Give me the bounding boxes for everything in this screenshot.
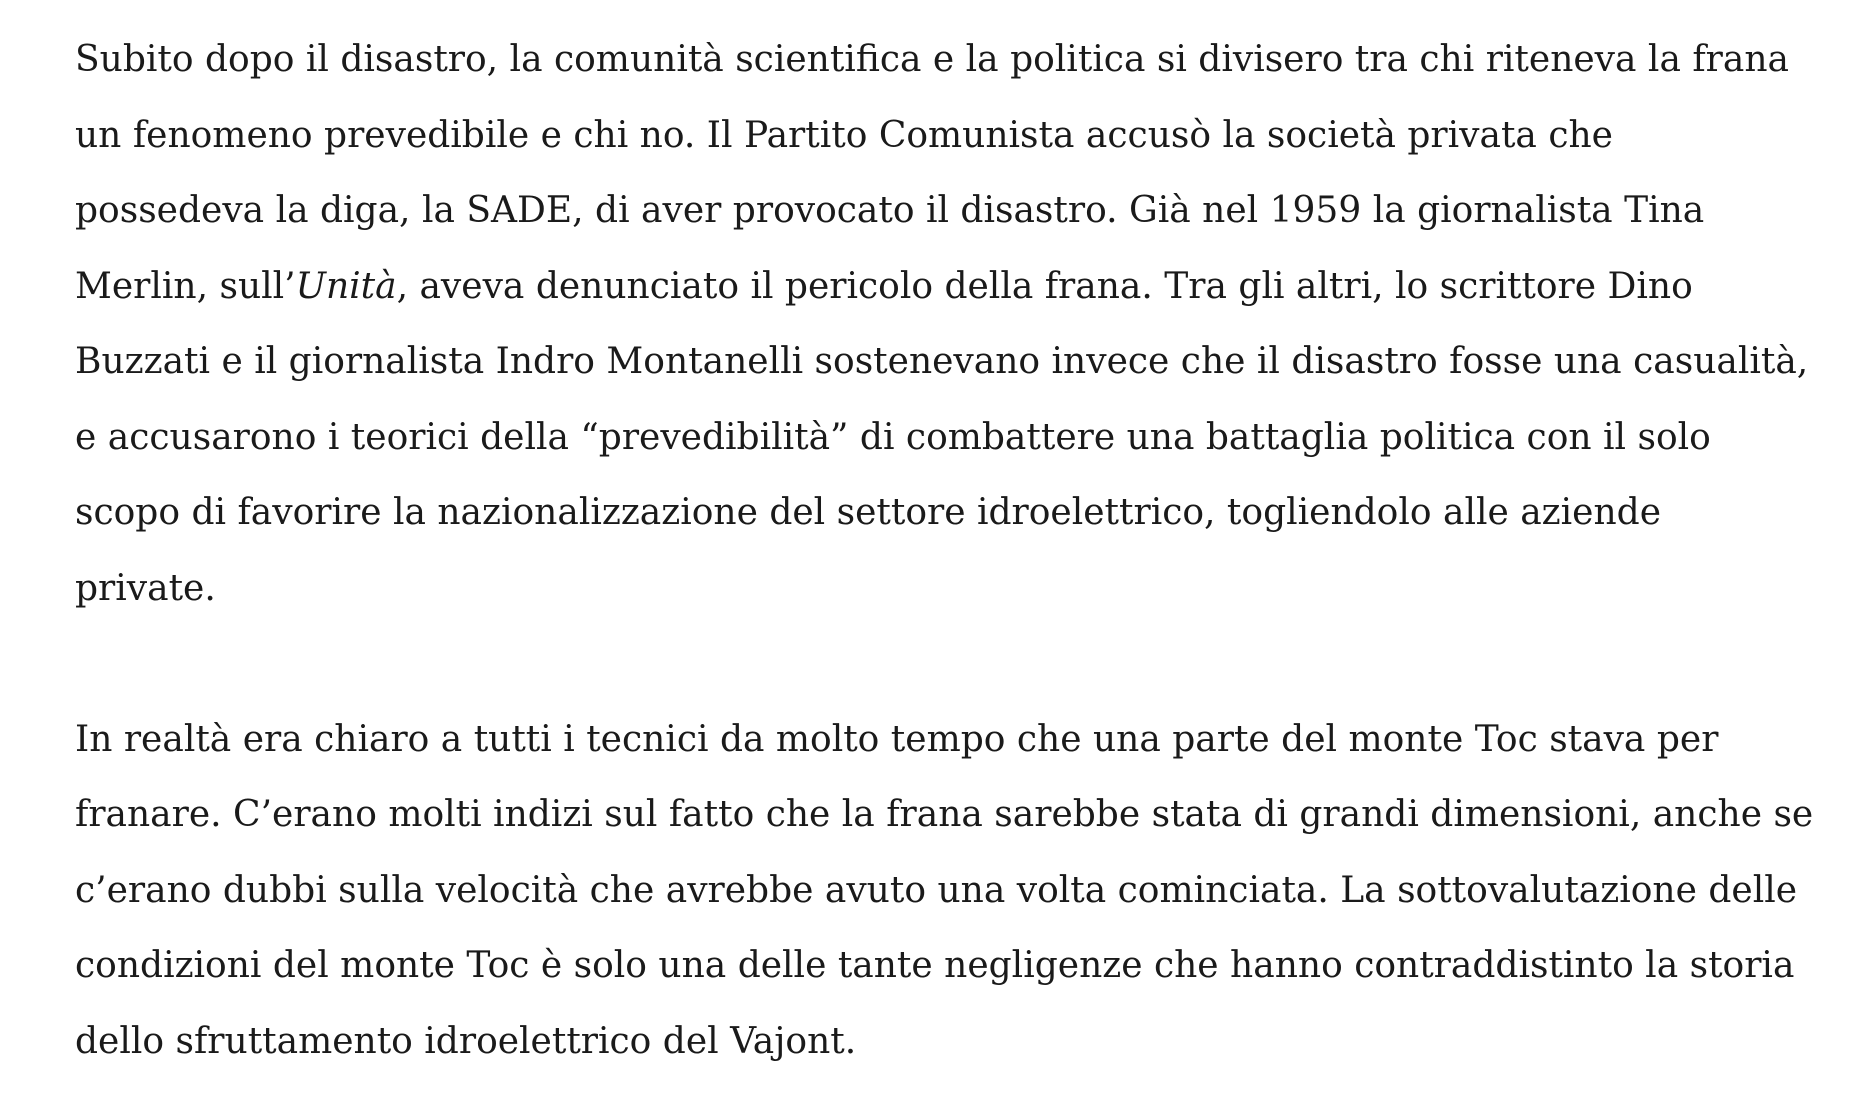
text-line: possedeva la diga, la SADE, di aver provocato il disastro. Già nel 1959 la giornalista Tina bbox=[75, 190, 1705, 231]
paragraph bbox=[75, 702, 1835, 1080]
text-line: condizioni del monte Toc è solo una delle tante negligenze che hanno contraddistinto la storia bbox=[75, 945, 1795, 986]
text-line: private. bbox=[75, 567, 216, 609]
text-span: Merlin, sull’ bbox=[75, 265, 296, 307]
text-line: scopo di favorire la nazionalizzazione del settore idroelettrico, togliendolo alle aziende bbox=[75, 492, 1662, 533]
newspaper-title: Unità bbox=[295, 265, 397, 307]
text-line: dello sfruttamento idroelettrico del Vajont. bbox=[75, 1020, 857, 1062]
text-line bbox=[75, 249, 1835, 325]
text-line: franare. C’erano molti indizi sul fatto che la frana sarebbe stata di grandi dimensioni, anche se bbox=[75, 794, 1814, 835]
text-line: un fenomeno prevedibile e chi no. Il Partito Comunista accusò la società privata che bbox=[75, 114, 1613, 156]
article-body bbox=[75, 22, 1835, 1079]
text-line: In realtà era chiaro a tutti i tecnici da molto tempo che una parte del monte Toc stava per bbox=[75, 718, 1719, 760]
paragraph-gap bbox=[75, 626, 1835, 702]
text-line: c’erano dubbi sulla velocità che avrebbe avuto una volta cominciata. La sottovalutazione delle bbox=[75, 869, 1798, 911]
text-span: , aveva denunciato il pericolo della frana. Tra gli altri, lo scrittore Dino bbox=[396, 265, 1693, 307]
paragraph bbox=[75, 22, 1835, 626]
text-line: Buzzati e il giornalista Indro Montanelli sostenevano invece che il disastro fosse una casualità, bbox=[75, 341, 1809, 382]
text-line: Subito dopo il disastro, la comunità scientifica e la politica si divisero tra chi riteneva la frana bbox=[75, 39, 1789, 80]
text-line: e accusarono i teorici della “prevedibilità” di combattere una battaglia politica con il solo bbox=[75, 416, 1711, 458]
